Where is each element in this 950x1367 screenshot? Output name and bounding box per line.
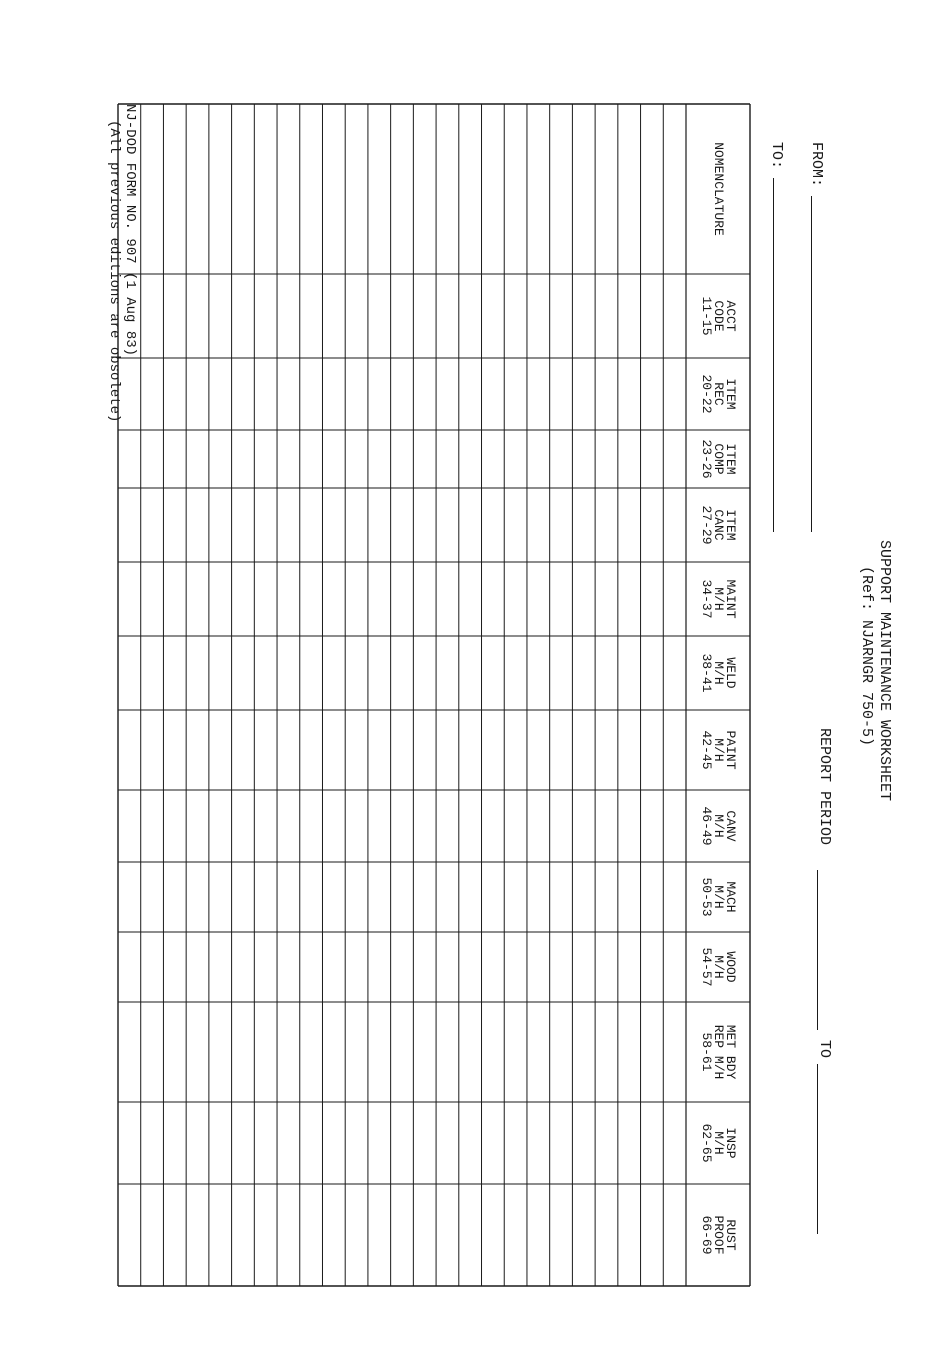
column-header: MAINT M/H 34-37 — [699, 579, 738, 619]
report-period-label: REPORT PERIOD — [816, 728, 833, 846]
to-label: TO: — [768, 142, 785, 170]
column-header: CANV M/H 46-49 — [699, 806, 738, 846]
form-number: NJ-DOD FORM NO. 907 (1 Aug 83) — [122, 104, 138, 357]
from-label: FROM: — [808, 142, 825, 188]
column-header: INSP M/H 62-65 — [699, 1123, 738, 1163]
column-header: ITEM REC 20-22 — [699, 374, 738, 414]
column-header: MET BDY REP M/H 58-61 — [699, 1024, 738, 1080]
column-header: WELD M/H 38-41 — [699, 653, 738, 693]
form-obsolete-note: (All previous editions are obsolete) — [106, 120, 122, 423]
column-header: PAINT M/H 42-45 — [699, 730, 738, 770]
column-header: ITEM CANC 27-29 — [699, 505, 738, 545]
column-header: MACH M/H 50-53 — [699, 877, 738, 917]
column-header: WOOD M/H 54-57 — [699, 947, 738, 987]
form-title: SUPPORT MAINTENANCE WORKSHEET — [876, 540, 893, 802]
form-reference: (Ref: NJARNGR 750-5) — [858, 566, 875, 747]
column-header: RUST PROOF 66-69 — [699, 1215, 738, 1255]
report-period-to-label: TO — [816, 1040, 833, 1059]
column-header: ITEM COMP 23-26 — [699, 439, 738, 479]
column-header: NOMENCLATURE — [711, 142, 726, 236]
column-header: ACCT CODE 11-15 — [699, 296, 738, 336]
